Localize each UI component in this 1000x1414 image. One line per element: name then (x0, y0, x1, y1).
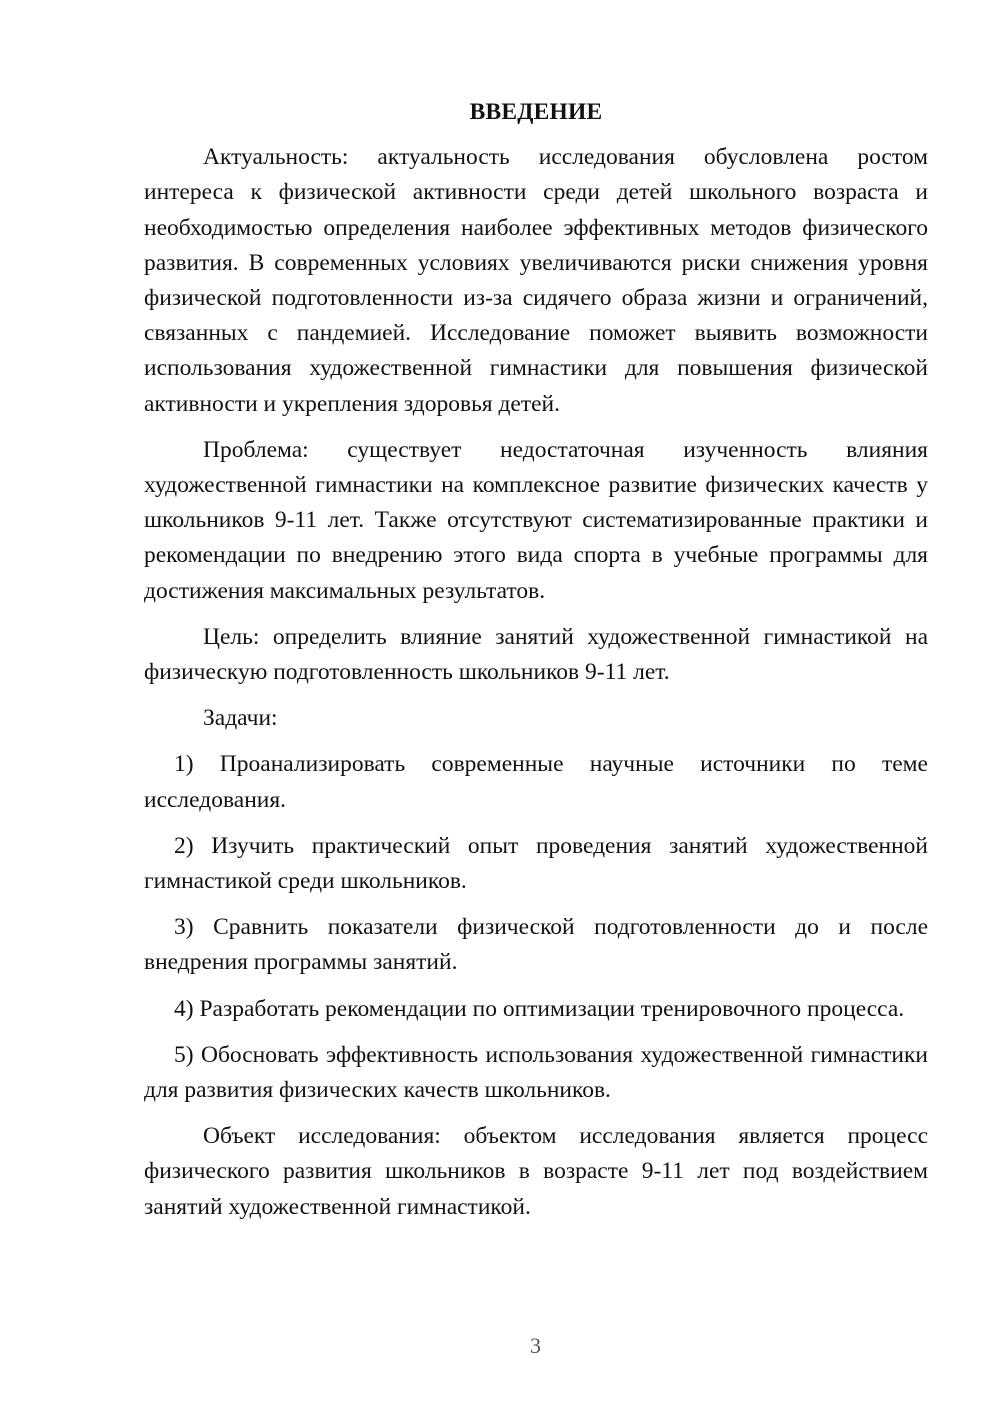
page-number: 3 (530, 1333, 541, 1358)
task-item: 5) Обосновать эффективность использования художественной гимнастики для развития физических качеств школьников. (144, 1041, 928, 1104)
task-item: 1) Проанализировать современные научные источники по теме исследования. (144, 751, 928, 813)
document-body (144, 95, 928, 1236)
problem-paragraph: Проблема: существует недостаточная изученность влияния художественной гимнастики на комплексное развитие физических качеств у школьников 9-11 лет. Также отсутствуют систематизированные практики и рекомендации по внедрению этого вида спорта в учебные программы для достижения максимальных результатов. (144, 436, 928, 604)
tasks-heading: Задачи: (203, 705, 278, 732)
goal-paragraph: Цель: определить влияние занятий художественной гимнастикой на физическую подготовленность школьников 9-11 лет. (144, 623, 928, 686)
relevance-paragraph: Актуальность: актуальность исследования обусловлена ростом интереса к физической активности среди детей школьного возраста и необходимостью определения наиболее эффективных методов физического развития. В современных условиях увеличиваются риски снижения уровня физической подготовленности из-за сидячего образа жизни и ограничений, связанных с пандемией. Исследование поможет выявить возможности использования художественной гимнастики для повышения физической активности и укрепления здоровья детей. (144, 144, 928, 417)
task-item: 3) Сравнить показатели физической подготовленности до и после внедрения программы занятий. (144, 914, 928, 976)
task-item: 2) Изучить практический опыт проведения занятий художественной гимнастикой среди школьников. (144, 832, 928, 895)
section-title: ВВЕДЕНИЕ (469, 99, 603, 125)
object-paragraph: Объект исследования: объектом исследования является процесс физического развития школьников в возрасте 9-11 лет под воздействием занятий художественной гимнастикой. (144, 1123, 928, 1220)
task-item: 4) Разработать рекомендации по оптимизации тренировочного процесса. (174, 995, 905, 1022)
